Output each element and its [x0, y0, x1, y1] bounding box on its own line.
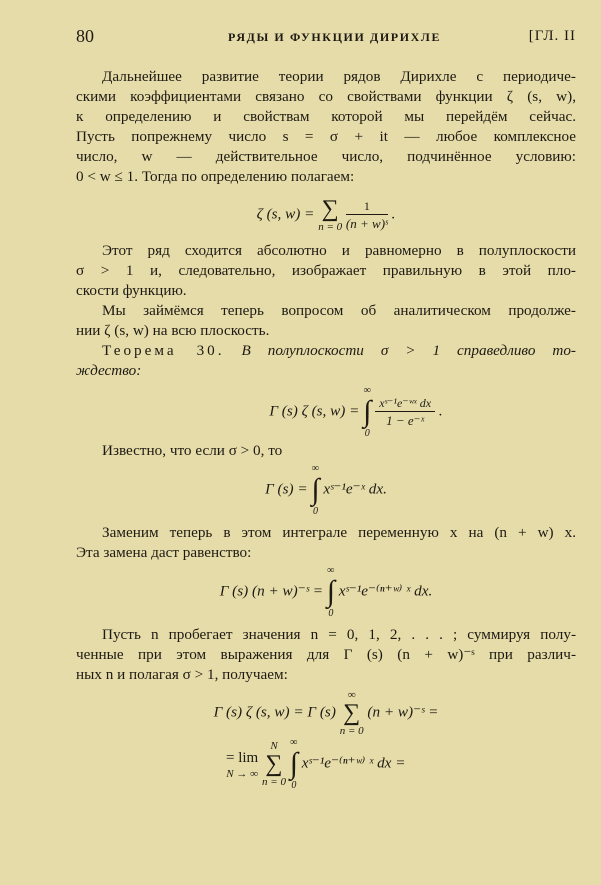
sum-lower-limit: n = 0 [318, 221, 343, 233]
paragraph-summation [76, 625, 576, 685]
theorem-statement-cont: ждество: [76, 362, 142, 379]
eq2-end: . [438, 402, 443, 420]
text-line: Пусть попрежнему число s = σ + it — любое комплексное [76, 128, 576, 145]
text-line: ченные при этом выражения для Γ (s) (n + w)⁻ˢ при различ- [76, 646, 576, 663]
numerator: 1 [346, 198, 388, 215]
text-line: к определению и свойствам которой мы перейдём сейчас. [76, 108, 576, 125]
limit [226, 748, 258, 780]
eq5-rhs: (n + w)⁻ˢ = [367, 703, 439, 721]
page-body [76, 67, 576, 791]
text-line: ных n и полагая σ > 1, получаем: [76, 666, 288, 683]
integral-upper-limit: ∞ [363, 385, 371, 396]
equation-theorem [136, 385, 576, 439]
theorem-line [76, 341, 576, 361]
eq3-rhs: xˢ⁻¹e⁻ˣ dx. [323, 480, 387, 498]
integral-lower-limit: 0 [313, 506, 318, 517]
running-title: РЯДЫ И ФУНКЦИИ ДИРИХЛЕ [228, 30, 442, 44]
text-line: Мы займёмся теперь вопросом об аналитическом продолже- [102, 302, 576, 319]
integral-sign: ∫ [311, 473, 320, 506]
eq2-lhs: Γ (s) ζ (s, w) = [269, 402, 360, 420]
sum-lower-limit: n = 0 [339, 725, 364, 737]
limit-word: = lim [226, 750, 259, 766]
equation-limit [226, 737, 576, 791]
theorem-30 [76, 341, 576, 381]
chapter-marker: [ГЛ. II [528, 28, 576, 44]
eq1-lhs: ζ (s, w) = [256, 205, 315, 223]
text-line: Эта замена даст равенство: [76, 544, 252, 561]
text-line: нии ζ (s, w) на всю плоскость. [76, 322, 270, 339]
text-line: скости функцию. [76, 282, 187, 299]
page-number: 80 [76, 26, 94, 46]
page-header [76, 26, 576, 50]
eq5-lhs: Γ (s) ζ (s, w) = Γ (s) [213, 703, 336, 721]
numerator: xˢ⁻¹e⁻ʷˣ dx [375, 395, 435, 412]
paragraph-continuation [76, 301, 576, 341]
text-line: Этот ряд сходится абсолютно и равномерно в полуплоскости [102, 242, 576, 259]
limit-subscript: N → ∞ [226, 768, 258, 780]
eq4-rhs: xˢ⁻¹e⁻⁽ⁿ⁺ʷ⁾ ˣ dx. [338, 582, 433, 600]
integral [327, 565, 335, 619]
theorem-statement: В полуплоскости σ > 1 справедливо то- [241, 342, 576, 359]
equation-zeta-definition [76, 197, 576, 233]
paragraph-substitution [76, 523, 576, 563]
text-line: Известно, что если σ > 0, то [102, 442, 283, 459]
integral-lower-limit: 0 [328, 608, 334, 619]
integral-lower-limit: 0 [364, 428, 370, 439]
paragraph-convergence [76, 241, 576, 301]
text-line: 0 < w ≤ 1. Тогда по определению полагаем: [76, 168, 355, 185]
theorem-label: Теорема 30. [102, 342, 225, 359]
sum-lower-limit: n = 0 [262, 776, 286, 788]
eq1-end: . [391, 205, 396, 223]
eq4-lhs: Γ (s) (n + w)⁻ˢ = [219, 582, 323, 600]
equation-gamma [76, 463, 576, 517]
integral [290, 737, 298, 791]
text-line: Пусть n пробегает значения n = 0, 1, 2, . . . ; суммируя полу- [102, 626, 576, 643]
integral-upper-limit: ∞ [311, 463, 320, 474]
summation [262, 740, 286, 788]
sum-sign: ∑ [343, 700, 361, 726]
fraction [346, 198, 388, 233]
integral-upper-limit: ∞ [290, 737, 298, 748]
text-line: Заменим теперь в этом интеграле переменную x на (n + w) x. [102, 524, 576, 541]
summation [340, 689, 364, 737]
integral-upper-limit: ∞ [327, 565, 335, 576]
fraction [375, 395, 435, 430]
sum-upper-limit: N [270, 740, 278, 752]
denominator: 1 − e⁻ˣ [386, 412, 425, 428]
eq3-lhs: Γ (s) = [265, 480, 308, 498]
equation-substituted [76, 565, 576, 619]
text-line: скими коэффициентами связано со свойствами функции ζ (s, w), [76, 88, 576, 105]
text-line: Дальнейшее развитие теории рядов Дирихле с периодиче- [102, 68, 576, 85]
integral-lower-limit: 0 [291, 780, 297, 791]
text-line: σ > 1 и, следовательно, изображает правильную в этой пло- [76, 262, 576, 279]
integral-sign: ∫ [326, 575, 335, 608]
integral [311, 463, 319, 517]
paragraph-intro [76, 67, 576, 187]
equation-sum-identity [76, 689, 576, 737]
integral [363, 385, 371, 439]
sum-upper-limit: ∞ [347, 689, 356, 701]
summation [318, 197, 342, 233]
text-line: число, w — действительное число, подчинённое условию: [76, 148, 576, 165]
sum-sign: ∑ [321, 196, 339, 222]
sum-sign: ∑ [265, 751, 283, 777]
eq6-rhs: xˢ⁻¹e⁻⁽ⁿ⁺ʷ⁾ ˣ dx = [301, 754, 406, 772]
denominator: (n + w)ˢ [345, 215, 388, 231]
integral-sign: ∫ [363, 395, 372, 428]
integral-sign: ∫ [289, 747, 298, 780]
